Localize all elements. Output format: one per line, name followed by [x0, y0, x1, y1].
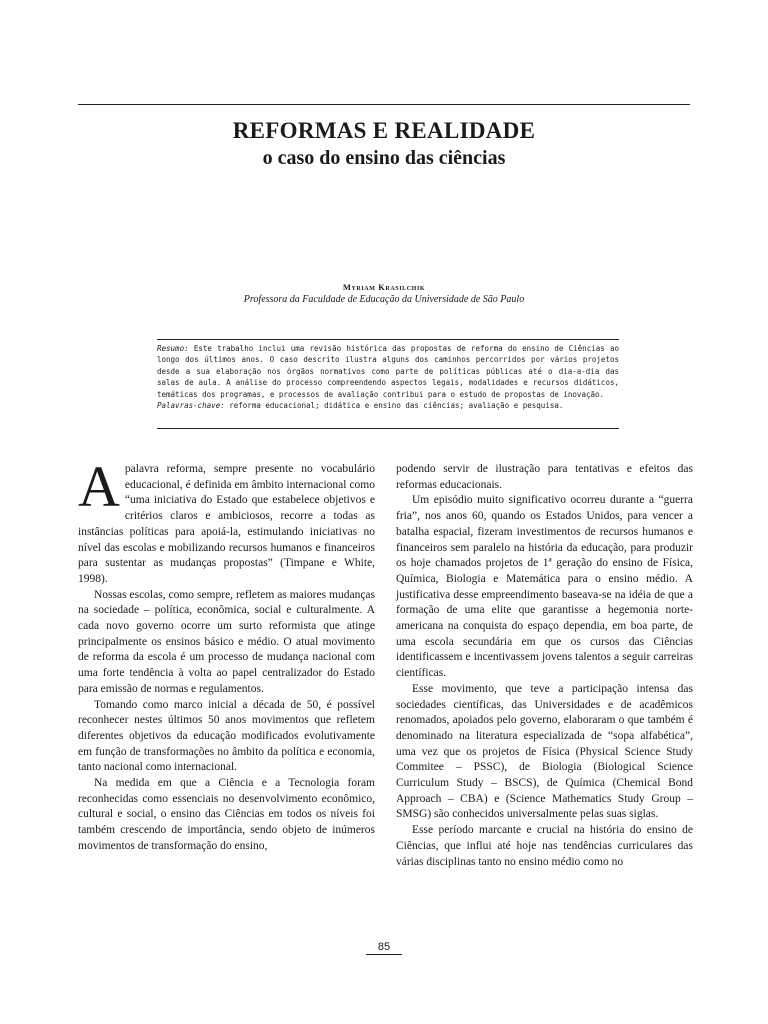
paragraph: Tomando como marco inicial a década de 50, é possível reconhecer nestes últimos 50 anos movimentos que refletem diferentes objetivos da educação modificados evolutivamente em função de transformações no âmbito da política e economia, tanto nacional como internacional. [78, 698, 375, 774]
abstract-top-rule [157, 339, 619, 340]
paragraph: Na medida em que a Ciência e a Tecnologia foram reconhecidas como essenciais no desenvolvimento econômico, cultural e social, o ensino das Ciências em todos os níveis foi também crescendo de importância, sendo objeto de inúmeros movimentos de transformação do ensino, [78, 777, 375, 852]
keywords-text: reforma educacional; didática e ensino das ciências; avaliação e pesquisa. [224, 401, 564, 411]
body-column-left [78, 454, 375, 855]
abstract-bottom-rule [157, 428, 619, 429]
article-title: REFORMAS E REALIDADE [232, 118, 536, 143]
body-column-right [396, 462, 693, 870]
paragraph: Esse movimento, que teve a participação intensa das sociedades científicas, das Universidades e de acadêmicos renomados, apoiados pelo governo, elaboraram o que também é denominado na literatura especializada de “sopa alfabética”, uma vez que os projetos de Física (Physical Science Study Commitee – PSSC), de Biologia (Biological Science Curriculum Study – BSCS), de Química (Chemical Bond Approach – CBA) e (Science Mathematics Study Group – SMSG) são conhecidos universalmente pelas suas siglas. [396, 682, 693, 821]
page-number: 85 [366, 941, 402, 955]
author-affiliation: Professora da Faculdade de Educação da Universidade de São Paulo [243, 294, 525, 305]
drop-cap: A [78, 454, 120, 519]
abstract-text: Este trabalho inclui uma revisão histórica das propostas de reforma do ensino de Ciências ao longo dos últimos anos. O caso descrito ilustra alguns dos caminhos percorridos por vários projetos desde a sua elaboração nos órgãos normativos como parte de políticas públicas até o dia-a-dia das salas de aula. A análise do processo compreendendo aspectos legais, modalidades e recursos didáticos, temáticas dos programas, e processos de avaliação contribui para o estudo de propostas de inovação. [157, 344, 619, 399]
article-subtitle: o caso do ensino das ciências [262, 147, 506, 169]
keywords-label: Palavras-chave: [157, 401, 225, 411]
paragraph: Esse período marcante e crucial na história do ensino de Ciências, que influi até hoje nas tendências curriculares das várias disciplinas tanto no ensino médio como no [396, 824, 693, 868]
abstract-block [157, 343, 619, 411]
paragraph-text: palavra reforma, sempre presente no vocabulário educacional, é definida em âmbito internacional como “uma iniciativa do Estado que estabelece objetivos e critérios claros e ambiciosos, recorre a todas as instâncias políticas para apoiá-la, estimulando iniciativas no nível das escolas e mobilizando recursos humanos e financeiros para sustentar as mudanças propostas” (Timpane e White, 1998). [78, 463, 375, 585]
author-name: Myriam Krasilchik [342, 282, 426, 292]
paragraph [78, 454, 375, 588]
paragraph: Nossas escolas, como sempre, refletem as maiores mudanças na sociedade – política, econômica, social e culturalmente. A cada novo governo ocorre um surto reformista que atinge principalmente os ensinos básico e médio. O atual movimento de reforma da escola é um processo de mudança nacional com uma forte tendência à volta ao papel centralizador do Estado para emissão de normas e regulamentos. [78, 588, 375, 695]
top-rule [78, 104, 690, 105]
paragraph: Um episódio muito significativo ocorreu durante a “guerra fria”, nos anos 60, quando os Estados Unidos, para vencer a batalha espacial, fizeram investimentos de recursos humanos e financeiros sem paralelo na história da educação, para produzir os hoje chamados projetos de 1ª geração do ensino de Física, Química, Biologia e Matemática para o ensino médio. A justificativa desse empreendimento baseava-se na idéia de que a formação de uma elite que garantisse a hegemonia norte-americana na conquista do espaço dependia, em boa parte, de uma escola secundária em que os cursos das Ciências identificassem e incentivassem jovens talentos a seguir carreiras científicas. [396, 494, 693, 680]
paragraph: podendo servir de ilustração para tentativas e efeitos das reformas educacionais. [396, 463, 693, 491]
abstract-label: Resumo: [157, 344, 189, 353]
